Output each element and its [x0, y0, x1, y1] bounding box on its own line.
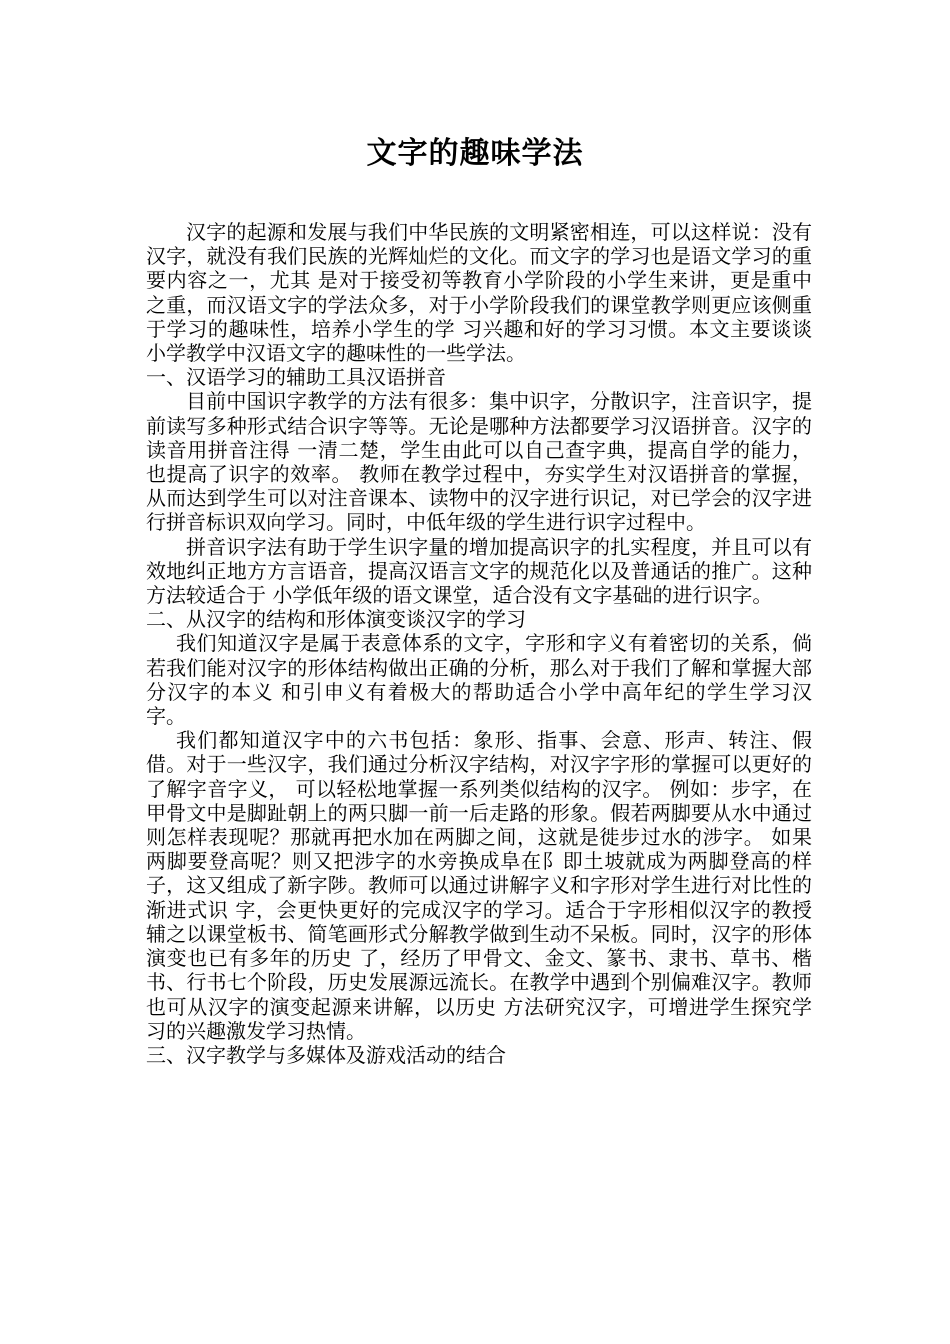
section-2-paragraph-1: 我们知道汉字是属于表意体系的文字，字形和字义有着密切的关系，倘若我们能对汉字的形体结构做出正确的分析，那么对于我们了解和掌握大部分汉字的本义 和引申义有着极大的帮助适合小学中高年纪的学生学习汉字。: [146, 631, 812, 729]
section-2-paragraph-2: 我们都知道汉字中的六书包括：象形、指事、会意、形声、转注、假借。对于一些汉字，我们通过分析汉字结构，对汉字字形的掌握可以更好的了解字音字义， 可以轻松地掌握一系列类似结构的汉字。 例如：步字，在甲骨文中是脚趾朝上的两只脚一前一后走路的形象。假若两脚要从水中通过则怎样表现呢？那就再把水加在两脚之间，这就是徙步过水的涉字。 如果两脚要登高呢？则又把涉字的水旁换成阜在阝即土坡就成为两脚登高的样子，这又组成了新字陟。教师可以通过讲解字义和字形对学生进行对比性的渐进式识 字，会更快更好的完成汉字的学习。适合于字形相似汉字的教授辅之以课堂板书、简笔画形式分解教学做到生动不呆板。同时，汉字的形体演变也已有多年的历史 了，经历了甲骨文、金文、篆书、隶书、草书、楷书、行书七个阶段，历史发展源远流长。在教学中遇到个别偏难汉字。教师也可从汉字的演变起源来讲解，以历史 方法研究汉字，可增进学生探究学习的兴趣激发学习热情。: [146, 728, 812, 1043]
document-body: [146, 220, 812, 1067]
section-heading-2: 二、从汉字的结构和形体演变谈汉字的学习: [146, 607, 526, 632]
section-1-paragraph-2: 拼音识字法有助于学生识字量的增加提高识字的扎实程度，并且可以有效地纠正地方方言语音，提高汉语言文字的规范化以及普通话的推广。这种方法较适合于 小学低年级的语文课堂，适合没有文字基础的进行识字。: [146, 534, 812, 608]
document-title: 文字的趣味学法: [366, 136, 584, 171]
section-heading-1: 一、汉语学习的辅助工具汉语拼音: [146, 365, 446, 390]
section-1-paragraph-1: 目前中国识字教学的方法有很多：集中识字，分散识字，注音识字，提前读写多种形式结合识字等等。无论是哪种方法都要学习汉语拼音。汉字的读音用拼音注得 一清二楚，学生由此可以自己查字典，提高自学的能力，也提高了识字的效率。 教师在教学过程中，夯实学生对汉语拼音的掌握，从而达到学生可以对注音课本、读物中的汉字进行识记，对已学会的汉字进行拼音标识双向学习。同时，中低年级的学生进行识字过程中。: [146, 389, 812, 535]
intro-paragraph: 汉字的起源和发展与我们中华民族的文明紧密相连，可以这样说：没有汉字，就没有我们民族的光辉灿烂的文化。而文字的学习也是语文学习的重要内容之一，尤其 是对于接受初等教育小学阶段的小学生来讲，更是重中之重，而汉语文字的学法众多，对于小学阶段我们的课堂教学则更应该侧重于学习的趣味性，培养小学生的学 习兴趣和好的学习习惯。本文主要谈谈小学教学中汉语文字的趣味性的一些学法。: [146, 220, 812, 366]
section-heading-3: 三、汉字教学与多媒体及游戏活动的结合: [146, 1042, 506, 1067]
